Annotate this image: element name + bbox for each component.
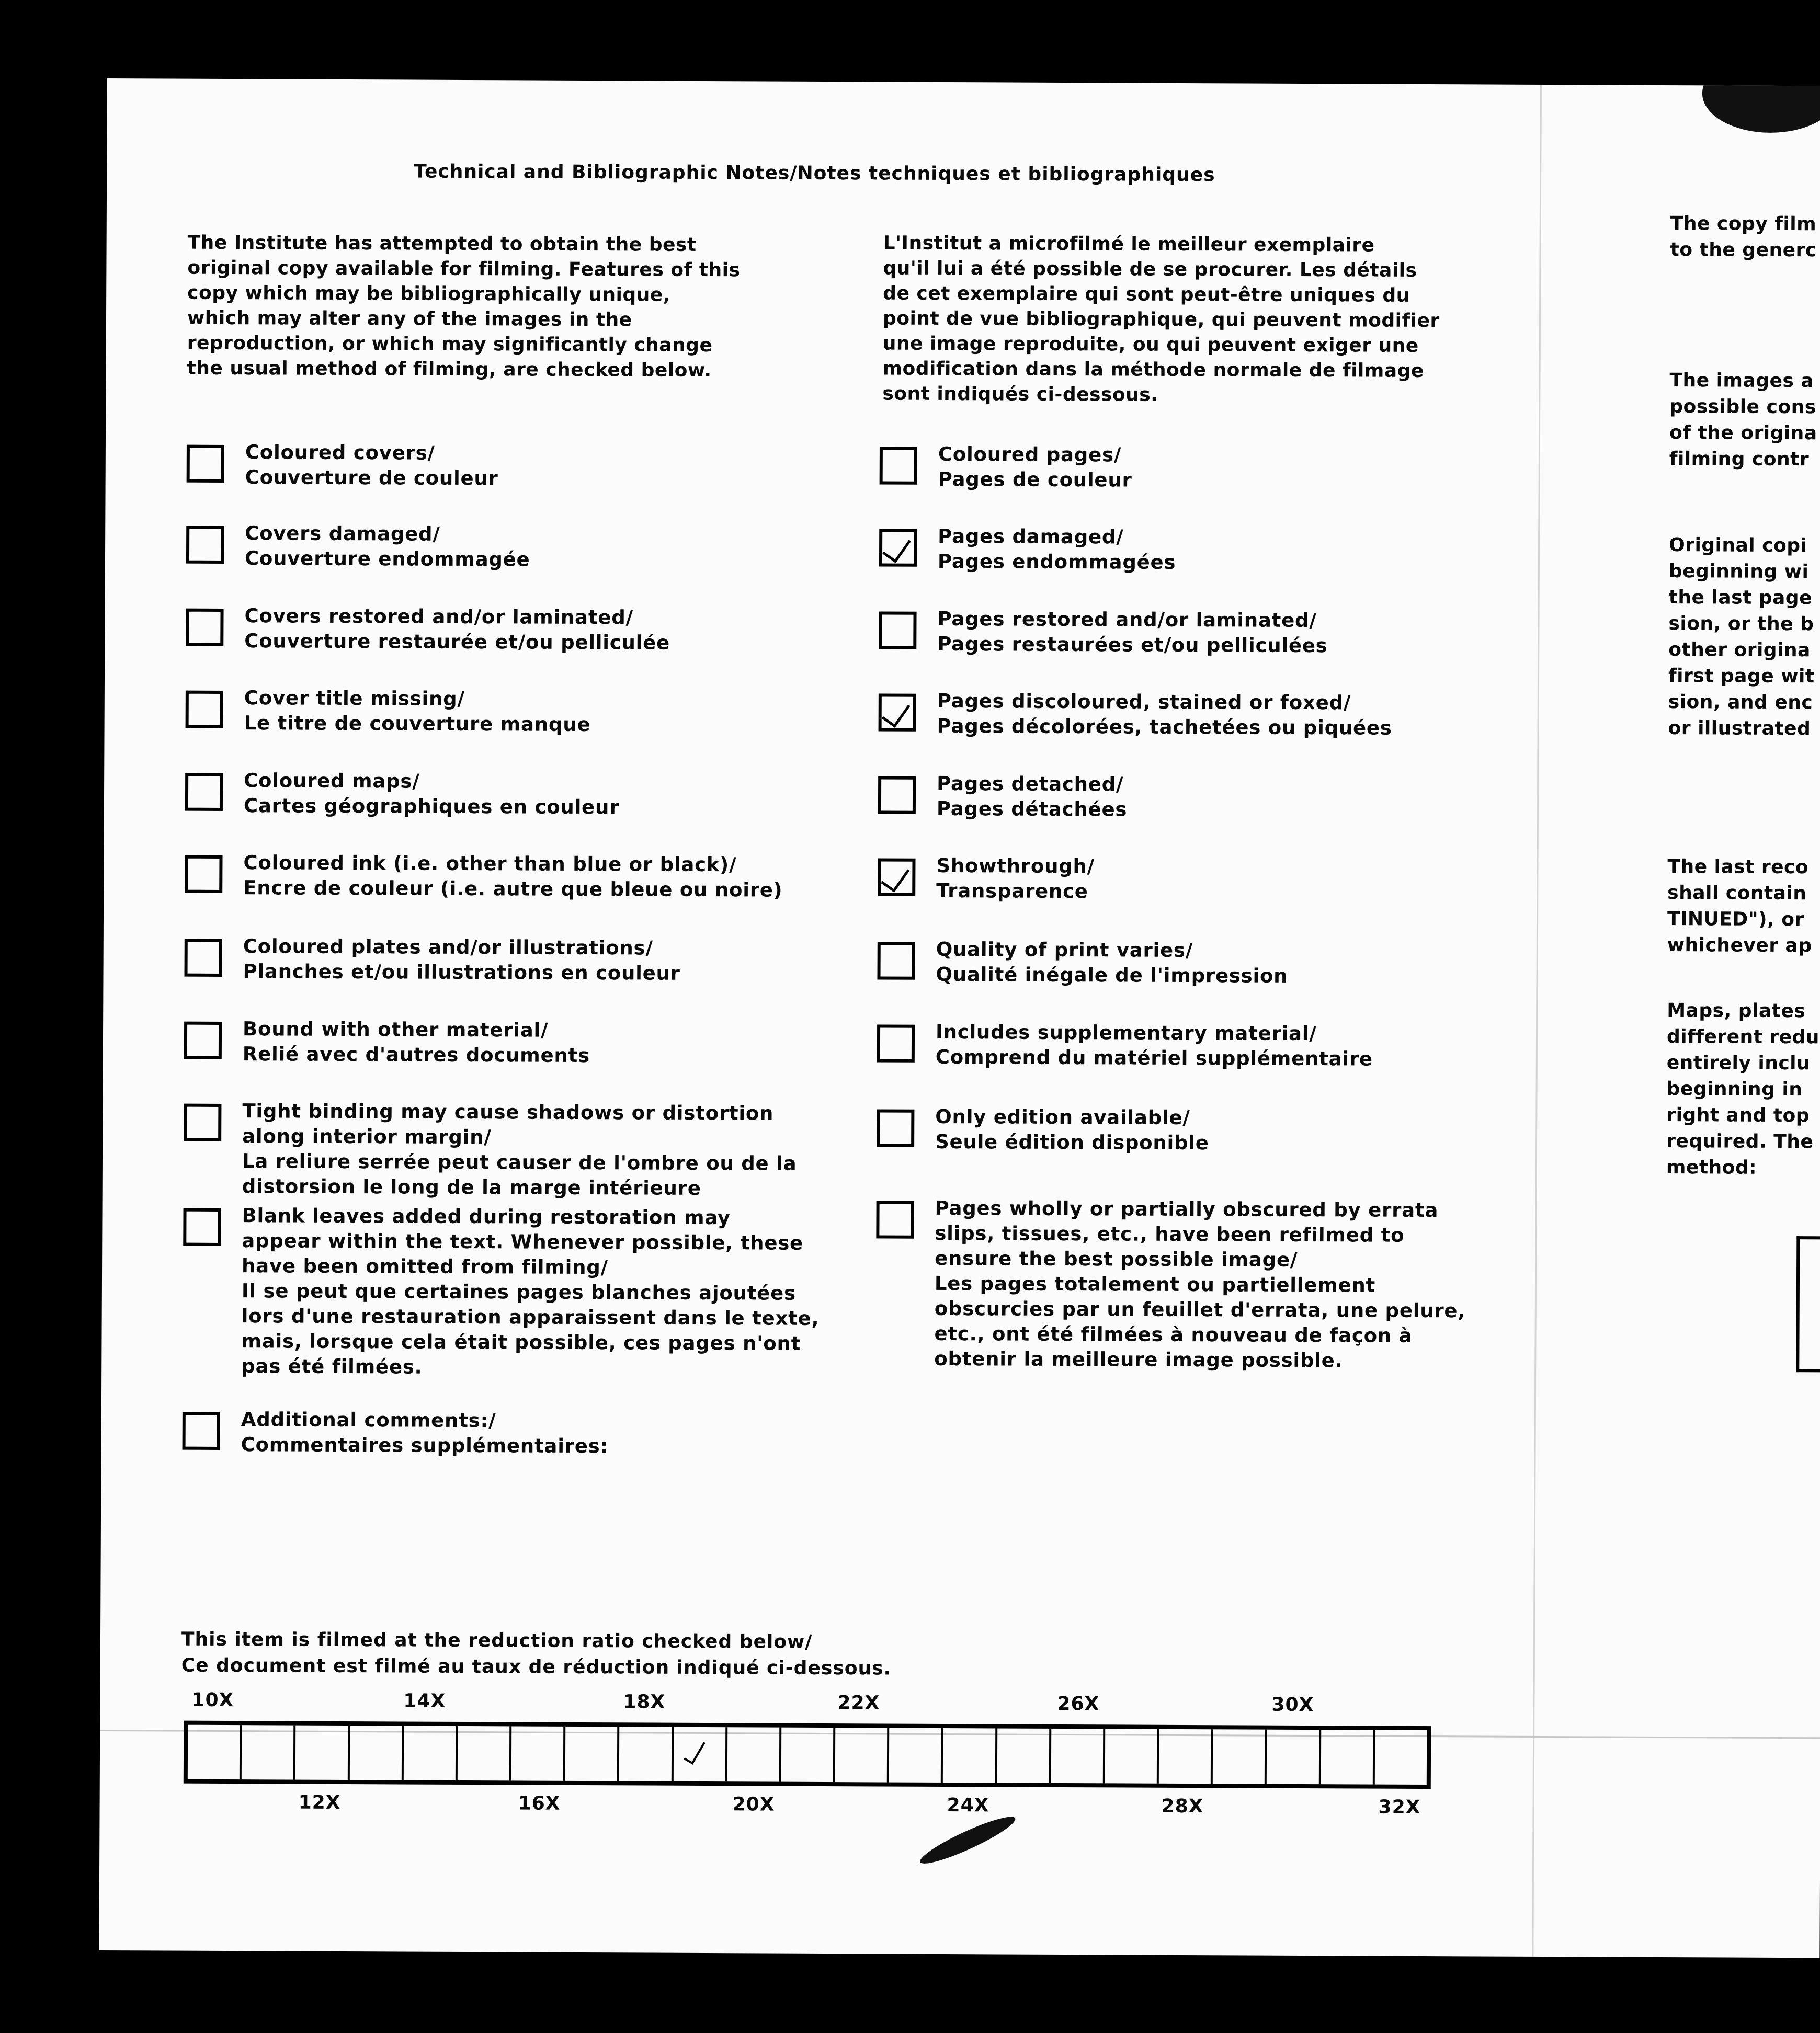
intro-french: L'Institut a microfilmé le meilleur exemplaire qu'il lui a été possible de se procurer. Les détails de cet exemplaire qui sont peut-être uniques du point de vue bibliographique, qui peuvent modifier une image reproduite, ou qui peuvent exiger une modification dans la méthode normale de filmage sont indiqués ci-dessous.	[882, 232, 1440, 406]
left-checklist-item	[182, 1407, 608, 1459]
ratio-cell[interactable]	[1159, 1729, 1213, 1784]
right-checklist-item-label: Pages discoloured, stained or foxed/ Pages décolorées, tachetées ou piquées	[937, 689, 1392, 739]
ratio-label-top: 10X	[191, 1689, 234, 1711]
right-checklist-item	[880, 441, 1132, 493]
left-checklist-item-label: Additional comments:/ Commentaires supplémentaires:	[241, 1408, 609, 1458]
left-checklist-item-label: Coloured maps/ Cartes géographiques en couleur	[243, 769, 620, 819]
right-checklist-item-label: Coloured pages/ Pages de couleur	[938, 442, 1132, 492]
left-checklist-item	[184, 934, 680, 986]
ratio-cell[interactable]	[511, 1726, 566, 1780]
ratio-label-bottom: 28X	[1161, 1795, 1204, 1818]
ratio-label-bottom: 12X	[298, 1791, 341, 1813]
checkbox[interactable]	[184, 1104, 221, 1141]
right-checklist-item	[877, 1104, 1209, 1156]
ratio-label-top: 26X	[1057, 1693, 1100, 1715]
checkbox[interactable]	[183, 1208, 221, 1246]
ratio-cell[interactable]	[458, 1726, 512, 1780]
ratio-cell[interactable]	[1267, 1730, 1321, 1784]
left-checklist-item-label: Coloured ink (i.e. other than blue or black)/ Encre de couleur (i.e. autre que bleue ou noire)	[243, 851, 783, 901]
ratio-label-bottom: 16X	[518, 1792, 561, 1814]
left-checklist-item-label: Coloured plates and/or illustrations/ Planches et/ou illustrations en couleur	[243, 935, 680, 985]
ratio-cell[interactable]	[889, 1728, 943, 1783]
left-checklist-item	[186, 521, 530, 573]
left-checklist-item-label: Bound with other material/ Relié avec d'autres documents	[242, 1018, 590, 1067]
right-checklist-item	[877, 1019, 1373, 1071]
ratio-cell[interactable]	[242, 1725, 296, 1779]
right-checklist-item-label: Pages restored and/or laminated/ Pages restaurées et/ou pelliculées	[937, 607, 1328, 657]
intro-english: The Institute has attempted to obtain the best original copy available for filming. Features of this copy which may be bibliographically unique, which may alter any of the images in the reproduction, or which may significantly change the usual method of filming, are checked below.	[187, 232, 741, 382]
ratio-cell[interactable]	[619, 1727, 674, 1781]
checkbox[interactable]	[878, 776, 916, 814]
left-checklist-item	[185, 850, 783, 903]
checkbox[interactable]	[880, 447, 917, 484]
left-checklist-item-label: Covers damaged/ Couverture endommagée	[244, 522, 530, 571]
right-checklist-item-label: Showthrough/ Transparence	[936, 854, 1095, 903]
right-checklist-item	[879, 688, 1392, 740]
left-checklist-item	[186, 603, 670, 656]
page-title: Technical and Bibliographic Notes/Notes techniques et bibliographiques	[414, 161, 1215, 186]
right-checklist-item-label: Only edition available/ Seule édition disponible	[935, 1105, 1209, 1155]
checkbox[interactable]	[879, 693, 916, 731]
right-checklist-item-label: Pages damaged/ Pages endommagées	[937, 524, 1176, 574]
ratio-label-top: 18X	[623, 1691, 666, 1713]
left-checklist-item-label: Coloured covers/ Couverture de couleur	[245, 441, 498, 490]
right-checklist-item-label: Quality of print varies/ Qualité inégale de l'impression	[936, 938, 1288, 987]
ratio-cell[interactable]	[565, 1727, 620, 1781]
right-edge-block: Original copi beginning wi the last page sion, or the b other origina first page wit sion, and enc or illustrated	[1668, 534, 1815, 740]
checkbox[interactable]	[187, 445, 224, 483]
right-checklist-item-label: Includes supplementary material/ Comprend du matériel supplémentaire	[935, 1020, 1373, 1070]
ratio-label-top: 22X	[837, 1692, 880, 1714]
ratio-cell[interactable]	[349, 1726, 404, 1780]
document-sheet	[99, 78, 1820, 1958]
ratio-cell[interactable]	[997, 1728, 1051, 1783]
checkbox[interactable]	[878, 858, 915, 896]
right-checklist-item	[879, 523, 1176, 575]
checkbox[interactable]	[877, 942, 915, 979]
checkbox[interactable]	[877, 1109, 914, 1147]
checkbox[interactable]	[879, 529, 917, 566]
right-checklist-item	[879, 606, 1328, 658]
left-checklist-item-label: Cover title missing/ Le titre de couverture manque	[244, 687, 591, 736]
checkbox[interactable]	[186, 609, 223, 646]
ink-blot	[916, 1810, 1019, 1870]
checkbox[interactable]	[183, 1412, 220, 1450]
ratio-cell[interactable]	[1213, 1729, 1267, 1784]
left-checklist-item-label: Tight binding may cause shadows or distortion along interior margin/ La reliure serrée peut causer de l'ombre ou de la distorsion le long de la marge intérieure	[242, 1100, 797, 1200]
ratio-cell[interactable]	[943, 1728, 997, 1783]
side-frame	[1796, 1236, 1820, 1372]
ratio-cell[interactable]	[1105, 1729, 1159, 1783]
checkbox[interactable]	[185, 939, 222, 977]
right-checklist-item-label: Pages wholly or partially obscured by errata slips, tissues, etc., have been refilmed to ensure the best possible image/ Les pages totalement ou partiellement obscurcies par un feuillet d'errata, une pelure, etc., ont été filmées à nouveau de façon à obtenir la meilleure image possible.	[934, 1196, 1466, 1372]
ratio-label-bottom: 20X	[732, 1794, 775, 1815]
right-edge-block: The last reco shall contain TINUED"), or whichever ap	[1667, 856, 1812, 957]
checkbox[interactable]	[879, 611, 916, 649]
left-checklist-item	[184, 1016, 590, 1068]
right-checklist-item	[877, 936, 1288, 988]
right-checklist-item	[875, 1195, 1466, 1374]
checkbox[interactable]	[185, 855, 222, 893]
checkbox[interactable]	[876, 1201, 914, 1238]
right-checklist-item	[878, 771, 1128, 822]
reduction-ratio-strip	[184, 1721, 1431, 1789]
left-checklist-item	[185, 768, 620, 820]
checkbox[interactable]	[877, 1024, 915, 1062]
right-checklist-item	[878, 853, 1095, 904]
ratio-label-bottom: 32X	[1378, 1796, 1421, 1818]
ratio-cell[interactable]	[835, 1728, 890, 1782]
ratio-cell[interactable]	[1051, 1729, 1106, 1783]
checkbox[interactable]	[185, 773, 223, 811]
ratio-cell[interactable]	[727, 1727, 782, 1781]
ratio-label-bottom: 24X	[947, 1795, 989, 1817]
left-checklist-item	[187, 440, 498, 492]
right-edge-block: The images a possible cons of the origina filming contr	[1669, 370, 1817, 471]
ratio-cell[interactable]	[781, 1728, 836, 1782]
checkbox[interactable]	[184, 1022, 222, 1059]
reduction-caption: This item is filmed at the reduction ratio checked below/ Ce document est filmé au taux de réduction indiqué ci-dessous.	[181, 1628, 892, 1680]
ratio-cell[interactable]	[1375, 1730, 1427, 1785]
right-checklist-item-label: Pages detached/ Pages détachées	[936, 772, 1128, 821]
ratio-label-top: 30X	[1271, 1694, 1314, 1716]
ratio-label-top: 14X	[403, 1690, 446, 1712]
ratio-cell[interactable]	[188, 1725, 242, 1779]
right-edge-block: The copy film to the generc	[1670, 213, 1817, 261]
right-edge-block: Maps, plates different redu entirely inclu beginning in right and top required. The method:	[1666, 1000, 1820, 1179]
left-checklist-item-label: Blank leaves added during restoration may appear within the text. Whenever possible, these have been omitted from filming/ Il se peut que certaines pages blanches ajoutées lors d'une restauration apparaissent dans le texte, mais, lorsque cela était possible, ces pages n'ont pas été filmées.	[241, 1204, 820, 1378]
ratio-cell[interactable]	[673, 1727, 727, 1781]
left-checklist-item	[184, 1099, 797, 1202]
left-checklist-item	[186, 686, 591, 737]
ratio-cell[interactable]	[1321, 1730, 1375, 1784]
checkbox[interactable]	[186, 526, 224, 564]
checkbox[interactable]	[186, 691, 223, 728]
ratio-cell[interactable]	[403, 1726, 458, 1780]
ink-blot	[1702, 78, 1820, 133]
left-checklist-item	[183, 1203, 820, 1381]
left-checklist-item-label: Covers restored and/or laminated/ Couverture restaurée et/ou pelliculée	[244, 604, 670, 654]
ratio-cell[interactable]	[295, 1726, 350, 1780]
